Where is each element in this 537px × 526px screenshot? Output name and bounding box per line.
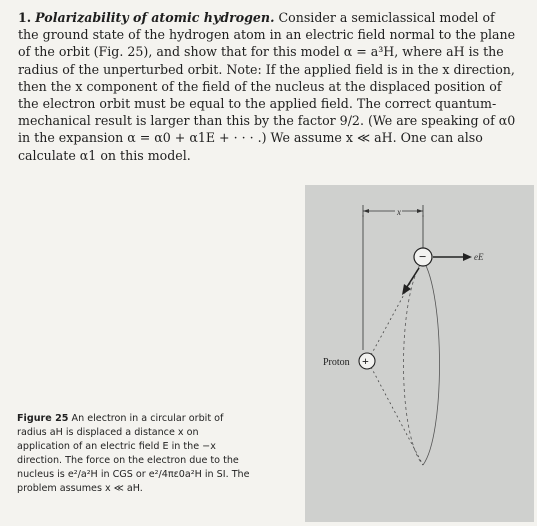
proton-label: Proton bbox=[323, 357, 350, 368]
problem-title: Polarizability of atomic hydrogen. bbox=[35, 10, 275, 25]
caption-text: An electron in a circular orbit of radius aH is displaced a distance x on application of an electric field E in the −x direction. The force on the electron due to the nucleus is e²/a²H in CGS or e²/4πε0a²H in SI. The problem assumes x ≪ aH. bbox=[17, 413, 250, 494]
problem-statement bbox=[18, 9, 518, 164]
orbit-diagram bbox=[305, 185, 534, 522]
x-label: x bbox=[397, 207, 401, 217]
dimension-arrow-left bbox=[363, 209, 369, 213]
dimension-arrow-right bbox=[417, 209, 423, 213]
proton-plus: + bbox=[362, 354, 369, 368]
force-arrow-head bbox=[463, 253, 472, 261]
figure-25 bbox=[305, 185, 534, 522]
radius-arrow-head bbox=[402, 284, 411, 295]
electron-minus: − bbox=[419, 249, 427, 264]
orbit-front bbox=[423, 260, 440, 465]
caption-label: Figure 25 bbox=[17, 413, 69, 424]
force-label: eE bbox=[474, 252, 484, 262]
problem-body: Consider a semiclassical model of the ground state of the hydrogen atom in an electric field normal to the plane of the orbit (Fig. 25), and show that for this model α = a³H, where aH is the radius of the unperturbed orbit. Note: If the applied field is in the x direction, then the x component of the field of the nucleus at the displaced position of the electron orbit must be equal to the applied field. The correct quantum-mechanical result is larger than this by the factor 9/2. (We are speaking of α0 in the expansion α = α0 + α1E + · · · .) We assume x ≪ aH. One can also calculate α1 on this model. bbox=[18, 10, 516, 163]
problem-number: 1. bbox=[18, 10, 32, 25]
figure-caption bbox=[17, 412, 253, 496]
